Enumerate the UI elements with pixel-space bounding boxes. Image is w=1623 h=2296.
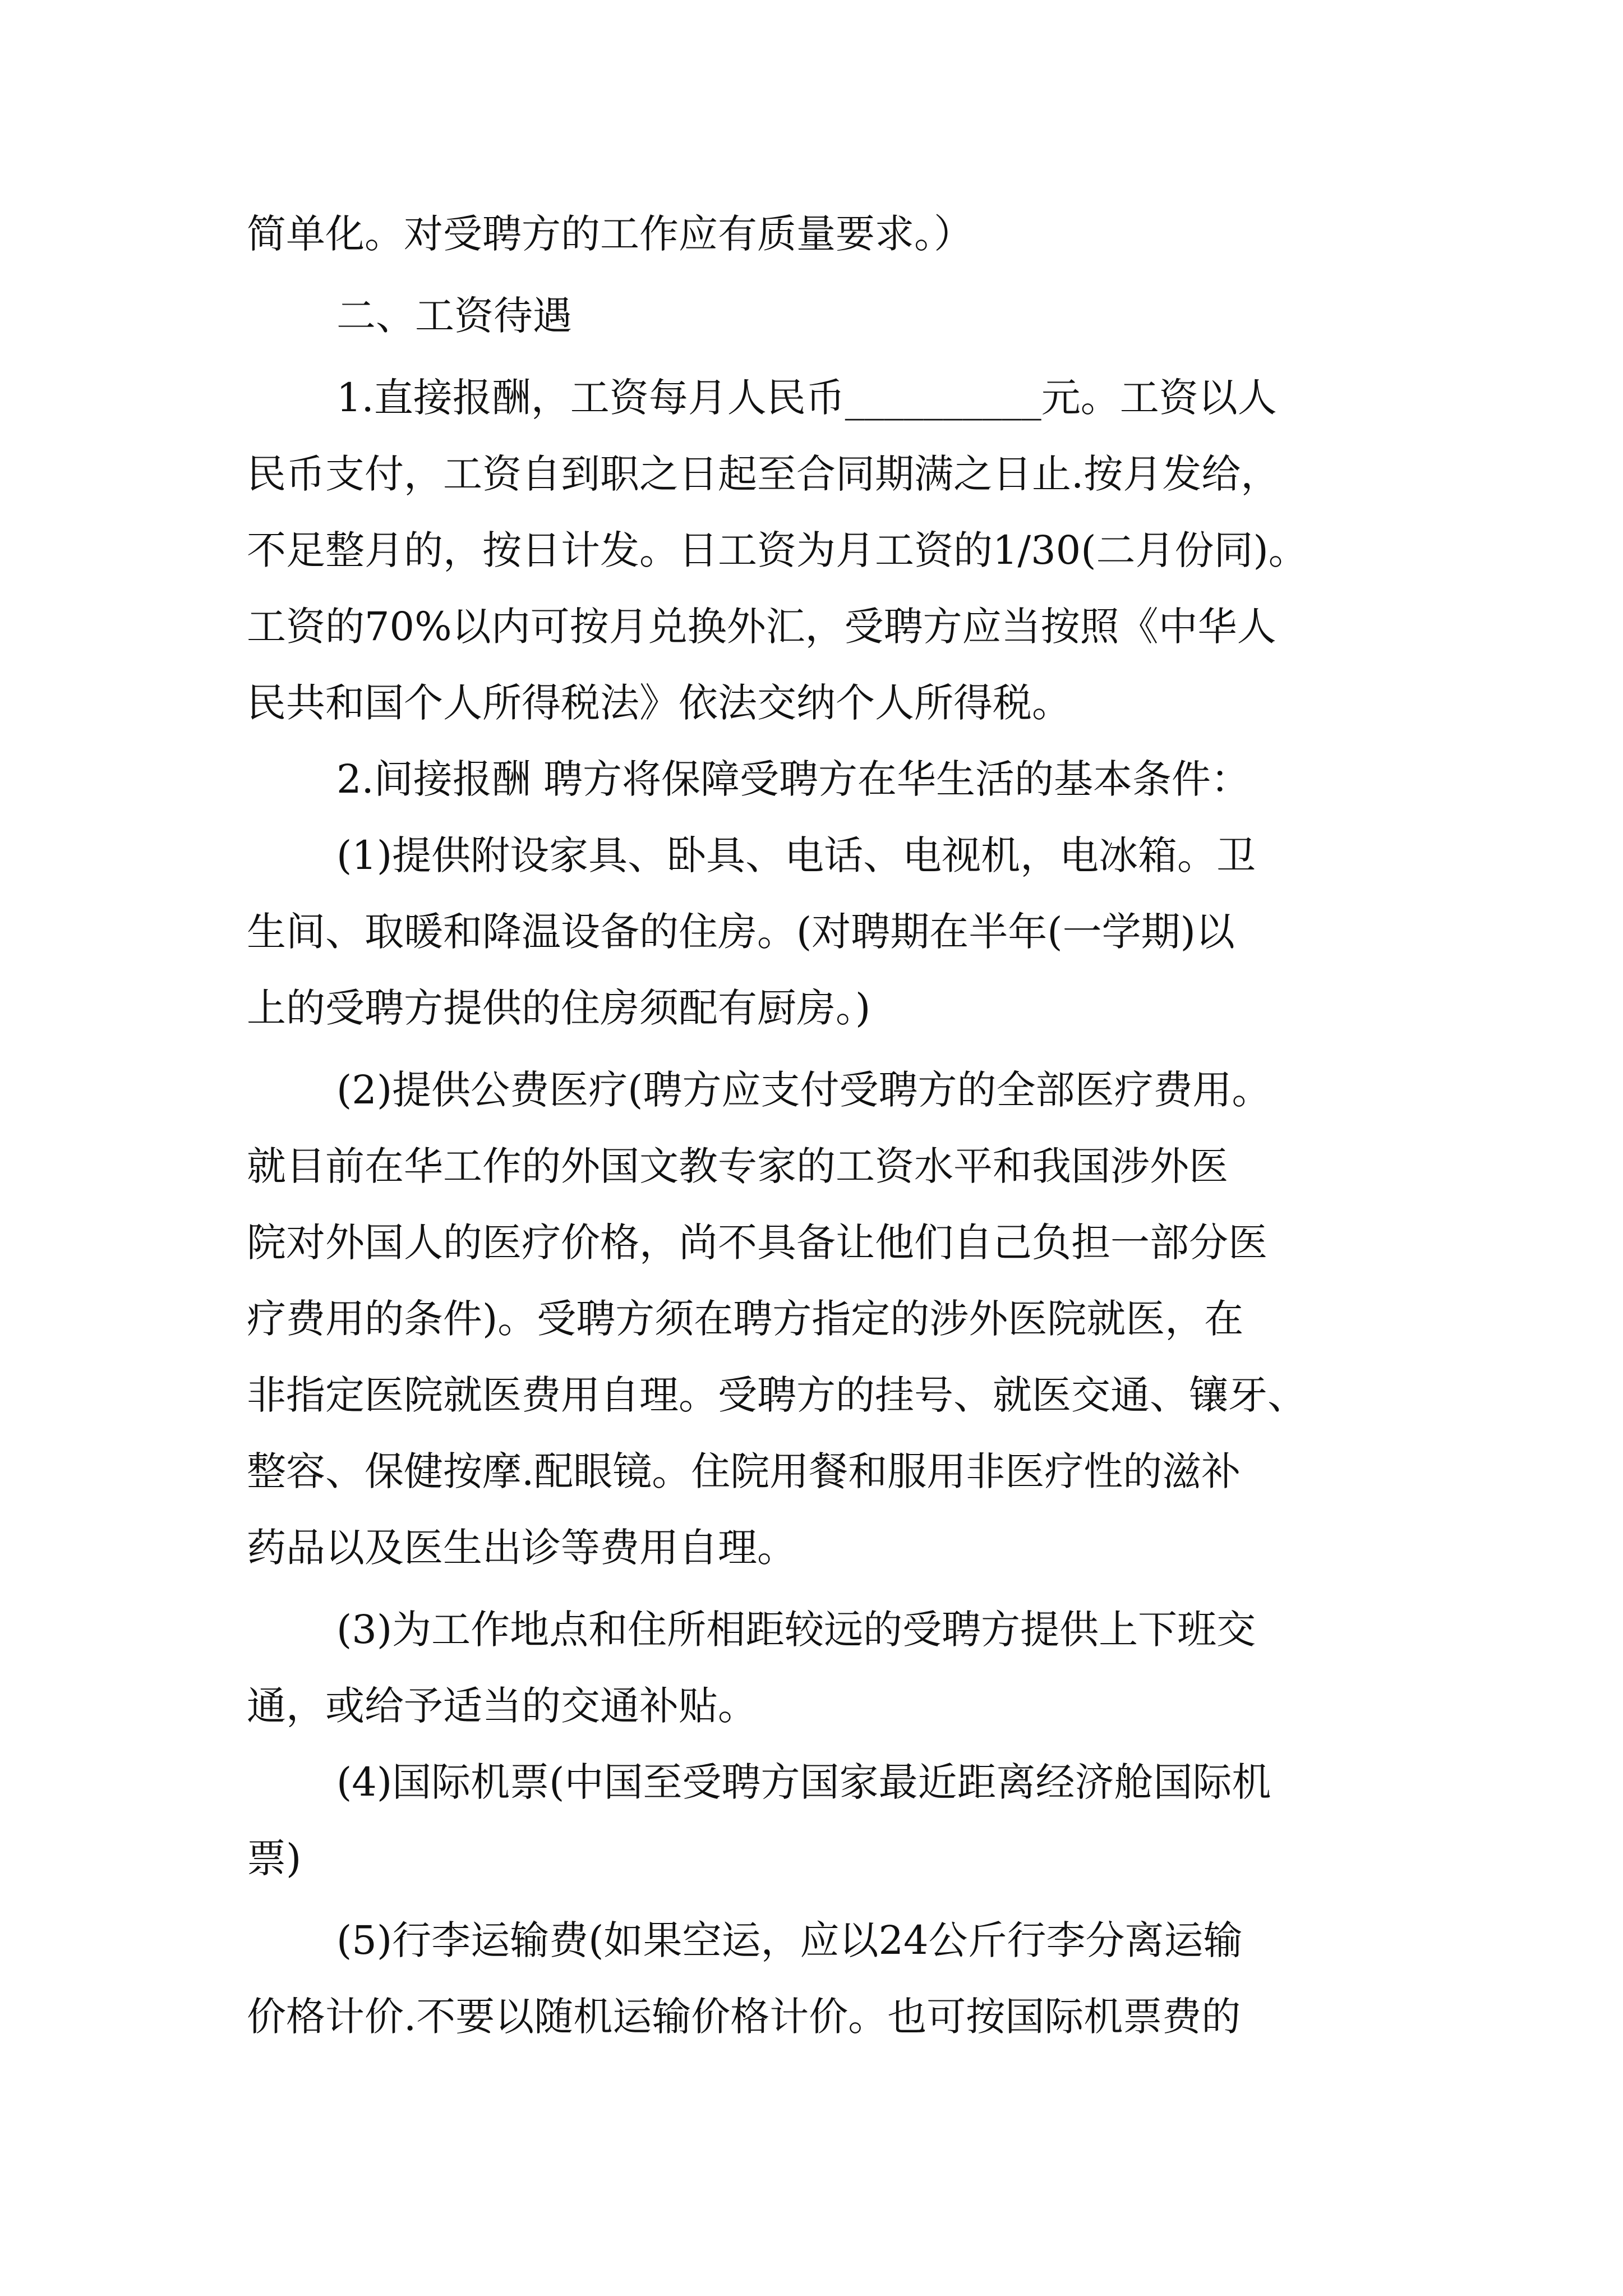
- text-line: 生间、取暖和降温设备的住房。(对聘期在半年(一学期)以: [247, 909, 1235, 955]
- text-line: 票): [247, 1835, 302, 1881]
- text-line: (3)为工作地点和住所相距较远的受聘方提供上下班交: [336, 1607, 1256, 1653]
- text-line: 不足整月的，按日计发。日工资为月工资的1/30(二月份同)。: [247, 527, 1308, 573]
- text-line: 就目前在华工作的外国文教专家的工资水平和我国涉外医: [247, 1143, 1228, 1189]
- text-line: (2)提供公费医疗(聘方应支付受聘方的全部医疗费用。: [336, 1067, 1271, 1113]
- section-heading: 二、工资待遇: [336, 293, 572, 339]
- text-line: 价格计价.不要以随机运输价格计价。也可按国际机票费的: [247, 1994, 1241, 2040]
- text-line: 1.直接报酬，工资每月人民币__________元。工资以人: [336, 375, 1277, 421]
- text-line: 上的受聘方提供的住房须配有厨房。): [247, 985, 871, 1031]
- text-line: 药品以及医生出诊等费用自理。: [247, 1525, 796, 1571]
- text-line: (4)国际机票(中国至受聘方国家最近距离经济舱国际机: [336, 1759, 1271, 1805]
- text-line: 民共和国个人所得税法》依法交纳个人所得税。: [247, 680, 1071, 726]
- text-line: 非指定医院就医费用自理。受聘方的挂号、就医交通、镶牙、: [247, 1372, 1307, 1418]
- text-line: 整容、保健按摩.配眼镜。住院用餐和服用非医疗性的滋补: [247, 1448, 1241, 1494]
- text-line: (5)行李运输费(如果空运，应以24公斤行李分离运输: [336, 1917, 1243, 1963]
- text-line: (1)提供附设家具、卧具、电话、电视机，电冰箱。卫: [336, 832, 1256, 878]
- text-line: 简单化。对受聘方的工作应有质量要求。）: [247, 211, 973, 257]
- text-line: 院对外国人的医疗价格，尚不具备让他们自己负担一部分医: [247, 1220, 1267, 1266]
- text-line: 疗费用的条件)。受聘方须在聘方指定的涉外医院就医，在: [247, 1296, 1244, 1342]
- text-line: 民币支付，工资自到职之日起至合同期满之日止.按月发给，: [247, 451, 1280, 497]
- text-line: 通，或给予适当的交通补贴。: [247, 1683, 757, 1729]
- text-line: 2.间接报酬 聘方将保障受聘方在华生活的基本条件：: [336, 756, 1251, 802]
- text-line: 工资的70%以内可按月兑换外汇，受聘方应当按照《中华人: [247, 604, 1276, 650]
